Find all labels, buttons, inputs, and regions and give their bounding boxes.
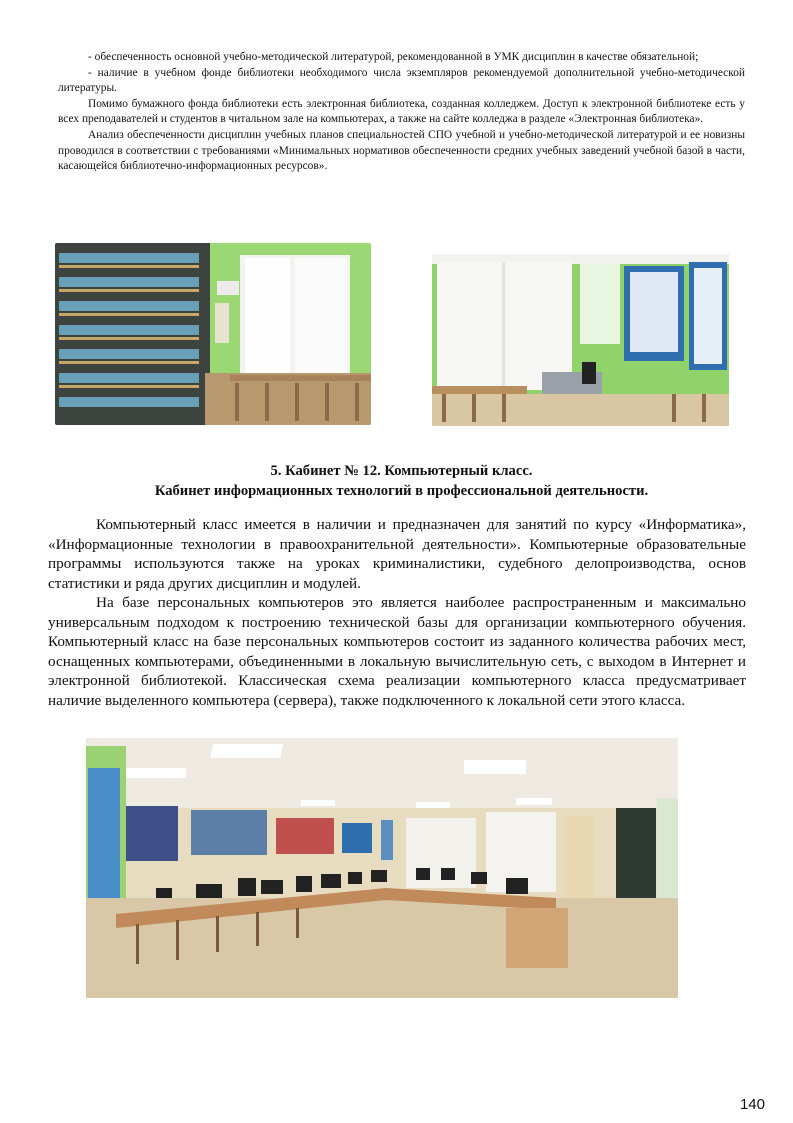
intro-paragraph-1: - обеспеченность основной учебно-методической литературой, рекомендованной в УМК дисциплин в качестве обязательной; [88, 51, 699, 63]
intro-paragraph-4: Анализ обеспеченности дисциплин учебных планов специальностей СПО учебной и учебно-методической литературой и ее новизны проводился в соответствии с требованиями «Минимальных нормативов обеспеченности средних учебных заведений учебной базой в части, касающейся библиотечно-информационных ресурсов». [58, 128, 745, 173]
computer-class-photo [86, 738, 678, 998]
section-heading-line-2: Кабинет информационных технологий в профессиональной деятельности. [154, 483, 649, 499]
body-paragraph-1: Компьютерный класс имеется в наличии и предназначен для занятий по курсу «Информатика», «Информационные технологии в правоохранительной деятельности». Компьютерные образовательные программы используются также на уроках криминалистики, судебного делопроизводства, основ статистики и ряда других дисциплин и модулей. [48, 516, 746, 592]
intro-text [58, 50, 745, 175]
intro-paragraph-2: - наличие в учебном фонде библиотеки необходимого числа экземпляров рекомендуемой дополнительной учебно-методической литературы. [58, 66, 745, 95]
page-number: 140 [739, 1096, 765, 1113]
body-text [48, 515, 746, 710]
body-paragraph-2: На базе персональных компьютеров это является наиболее распространенным и максимально универсальным подходом к построению технической базы для организации компьютерного обучения. Компьютерный класс на базе персональных компьютеров состоит из заданного количества рабочих мест, оснащенных компьютерами, объединенными в локальную вычислительную сеть, с выходом в Интернет и электронной библиотекой. Классическая схема реализации компьютерного класса предусматривает наличие выделенного компьютера (сервера), также подключенного к локальной сети этого класса. [48, 594, 746, 709]
section-heading-line-1: 5. Кабинет № 12. Компьютерный класс. [270, 463, 533, 479]
library-photo-right [432, 254, 729, 426]
library-photo-left [55, 243, 371, 425]
intro-paragraph-3: Помимо бумажного фонда библиотеки есть электронная библиотека, созданная колледжем. Доступ к электронной библиотеке есть у всех преподавателей и студентов в читальном зале на компьютерах, а также на сайте колледжа в разделе «Электронная библиотека». [58, 97, 745, 126]
